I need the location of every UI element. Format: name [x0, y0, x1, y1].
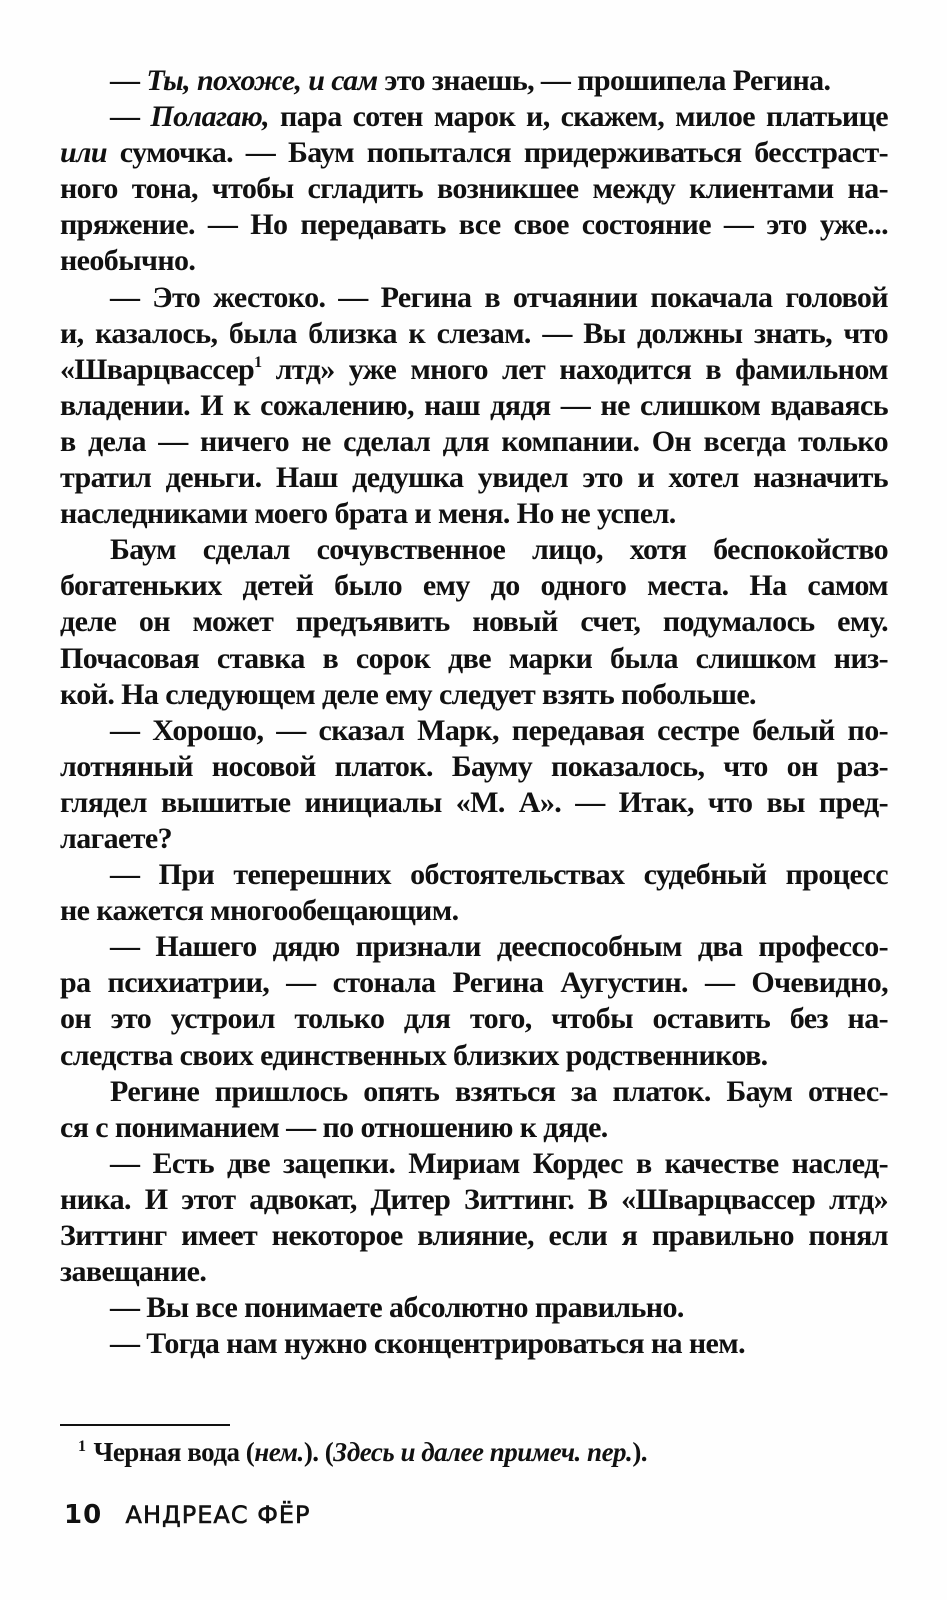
paragraph [60, 1326, 888, 1362]
text-segment: владении. И к сожалению, наш дядя — не слишком вдаваясь [60, 388, 888, 422]
text-line [60, 388, 888, 424]
paragraph [60, 1074, 888, 1146]
text-line [60, 1290, 888, 1326]
text-segment: Регине пришлось опять взяться за платок. Баум отнес- [110, 1074, 888, 1108]
text-segment: — Нашего дядю признали дееспособным два профессо- [110, 930, 888, 964]
text-segment: — Тогда нам нужно сконцентрироваться на нем. [110, 1327, 745, 1361]
text-line [60, 893, 888, 929]
paragraph [60, 532, 888, 712]
text-line [60, 568, 888, 604]
footnote-separator [60, 1424, 230, 1426]
body-text [60, 63, 888, 1362]
text-segment: — Хорошо, — сказал Марк, передавая сестре белый по- [110, 713, 888, 747]
text-line [60, 171, 888, 207]
text-line [60, 1074, 888, 1110]
text-segment: не кажется многообещающим. [60, 894, 459, 928]
text-line [60, 749, 888, 785]
text-segment: тратил деньги. Наш дедушка увидел это и хотел назначить [60, 461, 888, 495]
footnote-text-italic: нем. [254, 1437, 304, 1467]
text-line [60, 1110, 888, 1146]
text-segment: богатеньких детей было ему до одного места. На самом [60, 569, 888, 603]
text-line [60, 207, 888, 243]
text-line [60, 316, 888, 352]
text-line [60, 1218, 888, 1254]
text-segment: он это устроил только для того, чтобы оставить без на- [60, 1002, 888, 1036]
text-line [60, 1254, 888, 1290]
paragraph [60, 280, 888, 533]
text-line [60, 821, 888, 857]
text-line [60, 1182, 888, 1218]
text-line [60, 857, 888, 893]
text-segment: ного тона, чтобы сгладить возникшее между клиентами на- [60, 172, 888, 206]
text-segment: — [110, 100, 151, 134]
page-number: 10 [64, 1500, 103, 1530]
text-line [60, 460, 888, 496]
text-line [60, 1038, 888, 1074]
text-segment: завещание. [60, 1255, 207, 1289]
text-line [60, 63, 888, 99]
text-segment: кой. На следующем деле ему следует взять побольше. [60, 677, 756, 711]
text-line [60, 532, 888, 568]
text-segment: — При теперешних обстоятельствах судебный процесс [110, 858, 888, 892]
text-segment: — Есть две зацепки. Мириам Кордес в качестве наслед- [110, 1146, 888, 1180]
paragraph [60, 929, 888, 1073]
text-segment: Баум сделал сочувственное лицо, хотя беспокойство [110, 533, 888, 567]
text-line [60, 965, 888, 1001]
paragraph [60, 63, 888, 99]
italic-text: или [60, 136, 107, 170]
text-line [60, 135, 888, 171]
text-segment: и, казалось, была близка к слезам. — Вы должны знать, что [60, 316, 888, 350]
footnote-text: ). [632, 1437, 648, 1467]
text-line [60, 1146, 888, 1182]
text-segment: пряжение. — Но передавать все свое состояние — это уже... [60, 208, 888, 242]
text-segment: Почасовая ставка в сорок две марки была слишком низ- [60, 641, 888, 675]
text-line [60, 1326, 888, 1362]
paragraph [60, 99, 888, 279]
text-segment: «Шварцвассер [60, 352, 255, 386]
text-segment: — [110, 64, 147, 97]
text-segment: лагаете? [60, 821, 173, 855]
running-footer [64, 1500, 311, 1530]
text-line [60, 641, 888, 677]
text-line [60, 280, 888, 316]
text-line [60, 243, 888, 279]
paragraph [60, 713, 888, 857]
paragraph [60, 1290, 888, 1326]
paragraph [60, 857, 888, 929]
text-segment: глядел вышитые инициалы «М. А». — Итак, что вы пред- [60, 785, 888, 819]
italic-text: Полагаю, [150, 100, 270, 134]
text-segment: пара сотен марок и, скажем, милое платьице [269, 100, 888, 134]
text-segment: ника. И этот адвокат, Дитер Зиттинг. В «Шварцвассер лтд» [60, 1182, 888, 1216]
text-segment: это знаешь, — прошипела Регина. [377, 64, 831, 97]
text-segment: в дела — ничего не сделал для компании. Он всегда только [60, 424, 888, 458]
text-line [60, 496, 888, 532]
text-line [60, 929, 888, 965]
footnote [78, 1437, 647, 1468]
italic-text: Ты, похоже, и сам [146, 64, 378, 97]
text-segment: ра психиатрии, — стонала Регина Аугустин. — Очевидно, [60, 966, 888, 1000]
text-line [60, 424, 888, 460]
paragraph [60, 1146, 888, 1290]
text-segment: ся с пониманием — по отношению к дяде. [60, 1110, 608, 1144]
text-segment: деле он может предъявить новый счет, подумалось ему. [60, 605, 888, 639]
text-line [60, 713, 888, 749]
footnote-reference: 1 [254, 353, 262, 371]
text-line [60, 604, 888, 640]
text-segment: — Вы все понимаете абсолютно правильно. [110, 1291, 684, 1325]
author-name: АНДРЕАС ФЁР [125, 1501, 311, 1529]
footnote-text: ). ( [303, 1437, 334, 1467]
text-segment: сумочка. — Баум попытался придерживаться бесстраст- [106, 136, 888, 170]
footnote-number: 1 [78, 1438, 86, 1455]
text-segment: необычно. [60, 244, 196, 278]
text-line [60, 352, 888, 388]
text-segment: следства своих единственных близких родственников. [60, 1038, 768, 1072]
text-line [60, 677, 888, 713]
text-segment: лотняный носовой платок. Бауму показалось, что он раз- [60, 749, 888, 783]
text-segment: лтд» уже много лет находится в фамильном [261, 352, 888, 386]
text-segment: — Это жестоко. — Регина в отчаянии покачала головой [110, 280, 888, 314]
footnote-text-italic: Здесь и далее примеч. пер. [333, 1437, 633, 1467]
text-line [60, 99, 888, 135]
text-line [60, 785, 888, 821]
footnote-text: Черная вода ( [93, 1437, 255, 1467]
text-segment: наследниками моего брата и меня. Но не успел. [60, 497, 676, 531]
text-segment: Зиттинг имеет некоторое влияние, если я правильно понял [60, 1219, 888, 1252]
text-line [60, 1001, 888, 1037]
